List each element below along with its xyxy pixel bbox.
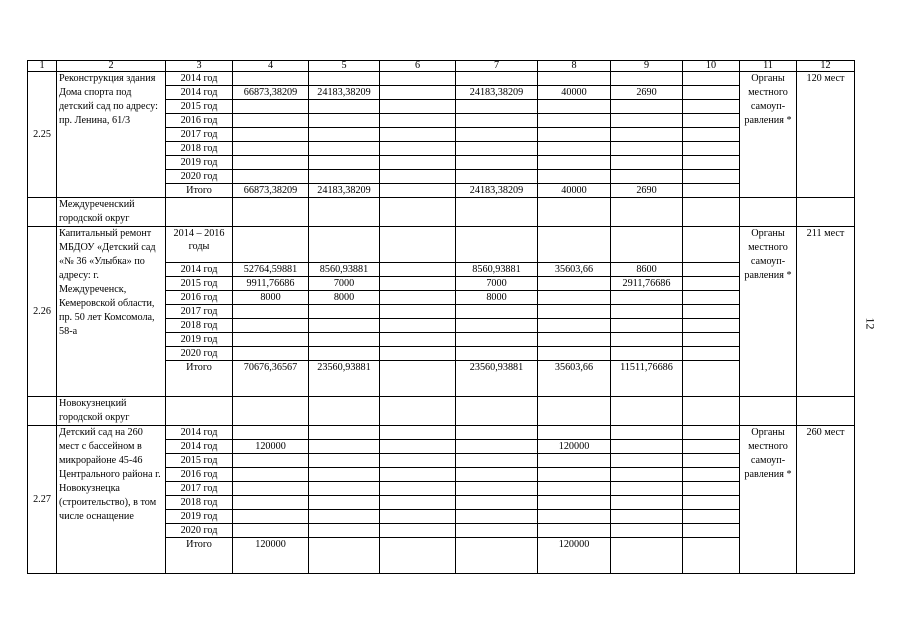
- value-cell: 7000: [309, 277, 380, 291]
- year-row: [28, 72, 855, 86]
- value-cell: [309, 538, 380, 574]
- value-cell: [456, 510, 538, 524]
- executor-cell: Органы местного самоуп-равления *: [740, 426, 797, 574]
- value-cell: [456, 305, 538, 319]
- value-cell: [538, 114, 611, 128]
- year-label: 2018 год: [166, 319, 233, 333]
- value-cell: [309, 114, 380, 128]
- value-cell: [380, 305, 456, 319]
- header-cell: 12: [797, 61, 855, 72]
- value-cell: 66873,38209: [233, 184, 309, 198]
- value-cell: [233, 319, 309, 333]
- empty-cell: [309, 397, 380, 426]
- value-cell: [456, 440, 538, 454]
- value-cell: [683, 142, 740, 156]
- item-number: 2.26: [28, 227, 57, 397]
- value-cell: 70676,36567: [233, 361, 309, 397]
- year-row: [28, 426, 855, 440]
- value-cell: [309, 454, 380, 468]
- year-label: 2015 год: [166, 454, 233, 468]
- program-table: [27, 60, 855, 574]
- value-cell: [683, 538, 740, 574]
- value-cell: [538, 426, 611, 440]
- value-cell: [233, 156, 309, 170]
- value-cell: 35603,66: [538, 263, 611, 277]
- header-cell: 2: [57, 61, 166, 72]
- value-cell: [611, 156, 683, 170]
- value-cell: [611, 100, 683, 114]
- value-cell: [380, 347, 456, 361]
- value-cell: [233, 524, 309, 538]
- value-cell: [611, 524, 683, 538]
- value-cell: 120000: [233, 440, 309, 454]
- value-cell: [538, 305, 611, 319]
- value-cell: [683, 305, 740, 319]
- empty-cell: [166, 397, 233, 426]
- value-cell: [683, 510, 740, 524]
- value-cell: 24183,38209: [309, 184, 380, 198]
- header-row: [28, 61, 855, 72]
- value-cell: [380, 510, 456, 524]
- value-cell: [456, 426, 538, 440]
- value-cell: [611, 496, 683, 510]
- value-cell: [538, 170, 611, 184]
- value-cell: [683, 440, 740, 454]
- value-cell: [611, 114, 683, 128]
- year-label: 2019 год: [166, 333, 233, 347]
- value-cell: [233, 100, 309, 114]
- value-cell: 11511,76686: [611, 361, 683, 397]
- empty-cell: [683, 198, 740, 227]
- table-body: [28, 61, 855, 574]
- header-cell: 1: [28, 61, 57, 72]
- empty-cell: [456, 198, 538, 227]
- value-cell: [309, 142, 380, 156]
- value-cell: [309, 510, 380, 524]
- year-label: 2017 год: [166, 305, 233, 319]
- value-cell: [611, 227, 683, 263]
- value-cell: [683, 227, 740, 263]
- value-cell: 8600: [611, 263, 683, 277]
- value-cell: [309, 156, 380, 170]
- value-cell: [456, 454, 538, 468]
- item-number: 2.27: [28, 426, 57, 574]
- empty-cell: [309, 198, 380, 227]
- value-cell: [683, 128, 740, 142]
- value-cell: 2690: [611, 184, 683, 198]
- value-cell: [380, 361, 456, 397]
- value-cell: [233, 114, 309, 128]
- value-cell: 8560,93881: [456, 263, 538, 277]
- value-cell: [233, 347, 309, 361]
- executor-cell: Органы местного самоуп-равления *: [740, 72, 797, 198]
- empty-cell: [740, 198, 797, 227]
- empty-cell: [233, 397, 309, 426]
- value-cell: [538, 333, 611, 347]
- value-cell: [456, 142, 538, 156]
- value-cell: [380, 114, 456, 128]
- value-cell: 120000: [538, 538, 611, 574]
- value-cell: [380, 128, 456, 142]
- value-cell: [309, 100, 380, 114]
- value-cell: [233, 142, 309, 156]
- value-cell: [611, 128, 683, 142]
- year-label: 2016 год: [166, 291, 233, 305]
- empty-cell: [28, 397, 57, 426]
- project-name: Реконструкция здания Дома спорта под детский сад по адресу: пр. Ленина, 61/3: [57, 72, 166, 198]
- empty-cell: [797, 397, 855, 426]
- value-cell: [683, 114, 740, 128]
- value-cell: [538, 156, 611, 170]
- year-label: 2016 год: [166, 468, 233, 482]
- year-label: 2015 год: [166, 277, 233, 291]
- year-label: 2019 год: [166, 156, 233, 170]
- year-label: 2014 год: [166, 72, 233, 86]
- value-cell: [309, 482, 380, 496]
- value-cell: 7000: [456, 277, 538, 291]
- value-cell: [538, 347, 611, 361]
- value-cell: 120000: [538, 440, 611, 454]
- year-label: 2020 год: [166, 347, 233, 361]
- value-cell: [233, 333, 309, 347]
- empty-cell: [740, 397, 797, 426]
- header-cell: 11: [740, 61, 797, 72]
- value-cell: 24183,38209: [456, 184, 538, 198]
- value-cell: [683, 426, 740, 440]
- value-cell: [309, 170, 380, 184]
- value-cell: [611, 510, 683, 524]
- year-label: 2014 год: [166, 440, 233, 454]
- value-cell: [611, 333, 683, 347]
- value-cell: [380, 538, 456, 574]
- project-name: Капитальный ремонт МБДОУ «Детский сад «№ 36 «Улыбка» по адресу: г. Междуреченск, Кемеровской области, пр. 50 лет Комсомола, 58-а: [57, 227, 166, 397]
- year-row: [28, 227, 855, 263]
- value-cell: [538, 227, 611, 263]
- value-cell: [233, 426, 309, 440]
- value-cell: [538, 468, 611, 482]
- value-cell: 24183,38209: [309, 86, 380, 100]
- value-cell: [538, 277, 611, 291]
- empty-cell: [233, 198, 309, 227]
- year-label: 2019 год: [166, 510, 233, 524]
- value-cell: [456, 333, 538, 347]
- district-name: Новокузнецкий городской округ: [57, 397, 166, 426]
- value-cell: [309, 319, 380, 333]
- value-cell: [683, 524, 740, 538]
- value-cell: [683, 263, 740, 277]
- value-cell: 35603,66: [538, 361, 611, 397]
- value-cell: 9911,76686: [233, 277, 309, 291]
- value-cell: [683, 347, 740, 361]
- value-cell: [538, 142, 611, 156]
- value-cell: 24183,38209: [456, 86, 538, 100]
- executor-cell: Органы местного самоуп-равления *: [740, 227, 797, 397]
- value-cell: 52764,59881: [233, 263, 309, 277]
- value-cell: [683, 333, 740, 347]
- result-cell: 120 мест: [797, 72, 855, 198]
- year-label: 2017 год: [166, 128, 233, 142]
- value-cell: [611, 291, 683, 305]
- value-cell: [683, 454, 740, 468]
- year-label: 2017 год: [166, 482, 233, 496]
- value-cell: [380, 440, 456, 454]
- result-cell: 211 мест: [797, 227, 855, 397]
- value-cell: [611, 426, 683, 440]
- value-cell: [309, 426, 380, 440]
- value-cell: [309, 347, 380, 361]
- value-cell: 8560,93881: [309, 263, 380, 277]
- value-cell: [683, 170, 740, 184]
- value-cell: [611, 142, 683, 156]
- empty-cell: [166, 198, 233, 227]
- empty-cell: [611, 397, 683, 426]
- value-cell: [538, 510, 611, 524]
- value-cell: [380, 100, 456, 114]
- value-cell: [233, 170, 309, 184]
- value-cell: [683, 468, 740, 482]
- year-label: 2014 год: [166, 86, 233, 100]
- item-number: 2.25: [28, 72, 57, 198]
- value-cell: [456, 100, 538, 114]
- header-cell: 4: [233, 61, 309, 72]
- value-cell: [611, 482, 683, 496]
- total-label: Итого: [166, 361, 233, 397]
- value-cell: [456, 482, 538, 496]
- result-cell: 260 мест: [797, 426, 855, 574]
- value-cell: [380, 227, 456, 263]
- value-cell: [611, 454, 683, 468]
- value-cell: [380, 184, 456, 198]
- value-cell: 8000: [456, 291, 538, 305]
- value-cell: [233, 227, 309, 263]
- year-label: 2020 год: [166, 170, 233, 184]
- value-cell: [380, 72, 456, 86]
- value-cell: 23560,93881: [309, 361, 380, 397]
- value-cell: [611, 440, 683, 454]
- value-cell: [233, 454, 309, 468]
- value-cell: 2911,76686: [611, 277, 683, 291]
- district-row: [28, 198, 855, 227]
- value-cell: [538, 454, 611, 468]
- year-label: 2015 год: [166, 100, 233, 114]
- value-cell: 40000: [538, 184, 611, 198]
- value-cell: [309, 72, 380, 86]
- value-cell: [538, 100, 611, 114]
- value-cell: 8000: [309, 291, 380, 305]
- value-cell: [309, 496, 380, 510]
- value-cell: [233, 496, 309, 510]
- project-name: Детский сад на 260 мест с бассейном в микрорайоне 45-46 Центрального района г. Новокузнецка (строительство), в том числе оснащение: [57, 426, 166, 574]
- value-cell: [456, 496, 538, 510]
- district-name: Междуреченский городской округ: [57, 198, 166, 227]
- year-label: 2014 год: [166, 263, 233, 277]
- value-cell: [380, 426, 456, 440]
- year-label: 2016 год: [166, 114, 233, 128]
- page-number: 12: [863, 317, 878, 330]
- value-cell: [456, 538, 538, 574]
- value-cell: [611, 170, 683, 184]
- value-cell: [380, 263, 456, 277]
- year-label: 2018 год: [166, 142, 233, 156]
- header-cell: 9: [611, 61, 683, 72]
- value-cell: [456, 156, 538, 170]
- value-cell: [683, 482, 740, 496]
- total-label: Итого: [166, 538, 233, 574]
- empty-cell: [380, 198, 456, 227]
- value-cell: [380, 277, 456, 291]
- header-cell: 10: [683, 61, 740, 72]
- value-cell: [380, 291, 456, 305]
- value-cell: [309, 227, 380, 263]
- value-cell: [456, 524, 538, 538]
- year-label: 2018 год: [166, 496, 233, 510]
- value-cell: [683, 319, 740, 333]
- header-cell: 3: [166, 61, 233, 72]
- value-cell: [380, 156, 456, 170]
- value-cell: [683, 277, 740, 291]
- value-cell: [538, 482, 611, 496]
- value-cell: [683, 496, 740, 510]
- value-cell: [233, 305, 309, 319]
- value-cell: [380, 524, 456, 538]
- empty-cell: [538, 397, 611, 426]
- value-cell: [380, 468, 456, 482]
- value-cell: [538, 524, 611, 538]
- value-cell: [538, 291, 611, 305]
- value-cell: [611, 468, 683, 482]
- value-cell: [233, 72, 309, 86]
- value-cell: [233, 128, 309, 142]
- value-cell: [683, 72, 740, 86]
- empty-cell: [456, 397, 538, 426]
- value-cell: [309, 524, 380, 538]
- value-cell: [611, 319, 683, 333]
- value-cell: [380, 482, 456, 496]
- empty-cell: [28, 198, 57, 227]
- header-cell: 5: [309, 61, 380, 72]
- value-cell: [683, 184, 740, 198]
- value-cell: [456, 72, 538, 86]
- value-cell: [309, 333, 380, 347]
- value-cell: [456, 347, 538, 361]
- value-cell: [456, 170, 538, 184]
- value-cell: [380, 170, 456, 184]
- value-cell: [233, 510, 309, 524]
- value-cell: [380, 454, 456, 468]
- value-cell: 2690: [611, 86, 683, 100]
- total-label: Итого: [166, 184, 233, 198]
- year-label: 2014 год: [166, 426, 233, 440]
- value-cell: [309, 468, 380, 482]
- value-cell: [683, 361, 740, 397]
- value-cell: [309, 440, 380, 454]
- empty-cell: [380, 397, 456, 426]
- value-cell: [309, 128, 380, 142]
- empty-cell: [611, 198, 683, 227]
- value-cell: [611, 72, 683, 86]
- value-cell: [538, 128, 611, 142]
- value-cell: [538, 496, 611, 510]
- value-cell: [456, 114, 538, 128]
- value-cell: [538, 72, 611, 86]
- value-cell: [456, 468, 538, 482]
- value-cell: [611, 538, 683, 574]
- value-cell: [233, 468, 309, 482]
- year-label: 2020 год: [166, 524, 233, 538]
- value-cell: [538, 319, 611, 333]
- value-cell: [380, 319, 456, 333]
- value-cell: 120000: [233, 538, 309, 574]
- header-cell: 7: [456, 61, 538, 72]
- value-cell: [380, 333, 456, 347]
- value-cell: [456, 227, 538, 263]
- value-cell: [380, 496, 456, 510]
- value-cell: [456, 319, 538, 333]
- value-cell: [309, 305, 380, 319]
- value-cell: [683, 86, 740, 100]
- value-cell: [611, 347, 683, 361]
- empty-cell: [538, 198, 611, 227]
- value-cell: 8000: [233, 291, 309, 305]
- header-cell: 6: [380, 61, 456, 72]
- value-cell: 23560,93881: [456, 361, 538, 397]
- empty-cell: [797, 198, 855, 227]
- header-cell: 8: [538, 61, 611, 72]
- value-cell: [380, 142, 456, 156]
- value-cell: [380, 86, 456, 100]
- value-cell: [683, 156, 740, 170]
- value-cell: [233, 482, 309, 496]
- value-cell: [456, 128, 538, 142]
- year-label: 2014 – 2016 годы: [166, 227, 233, 263]
- value-cell: [683, 100, 740, 114]
- district-row: [28, 397, 855, 426]
- value-cell: [683, 291, 740, 305]
- value-cell: 40000: [538, 86, 611, 100]
- value-cell: [611, 305, 683, 319]
- value-cell: 66873,38209: [233, 86, 309, 100]
- empty-cell: [683, 397, 740, 426]
